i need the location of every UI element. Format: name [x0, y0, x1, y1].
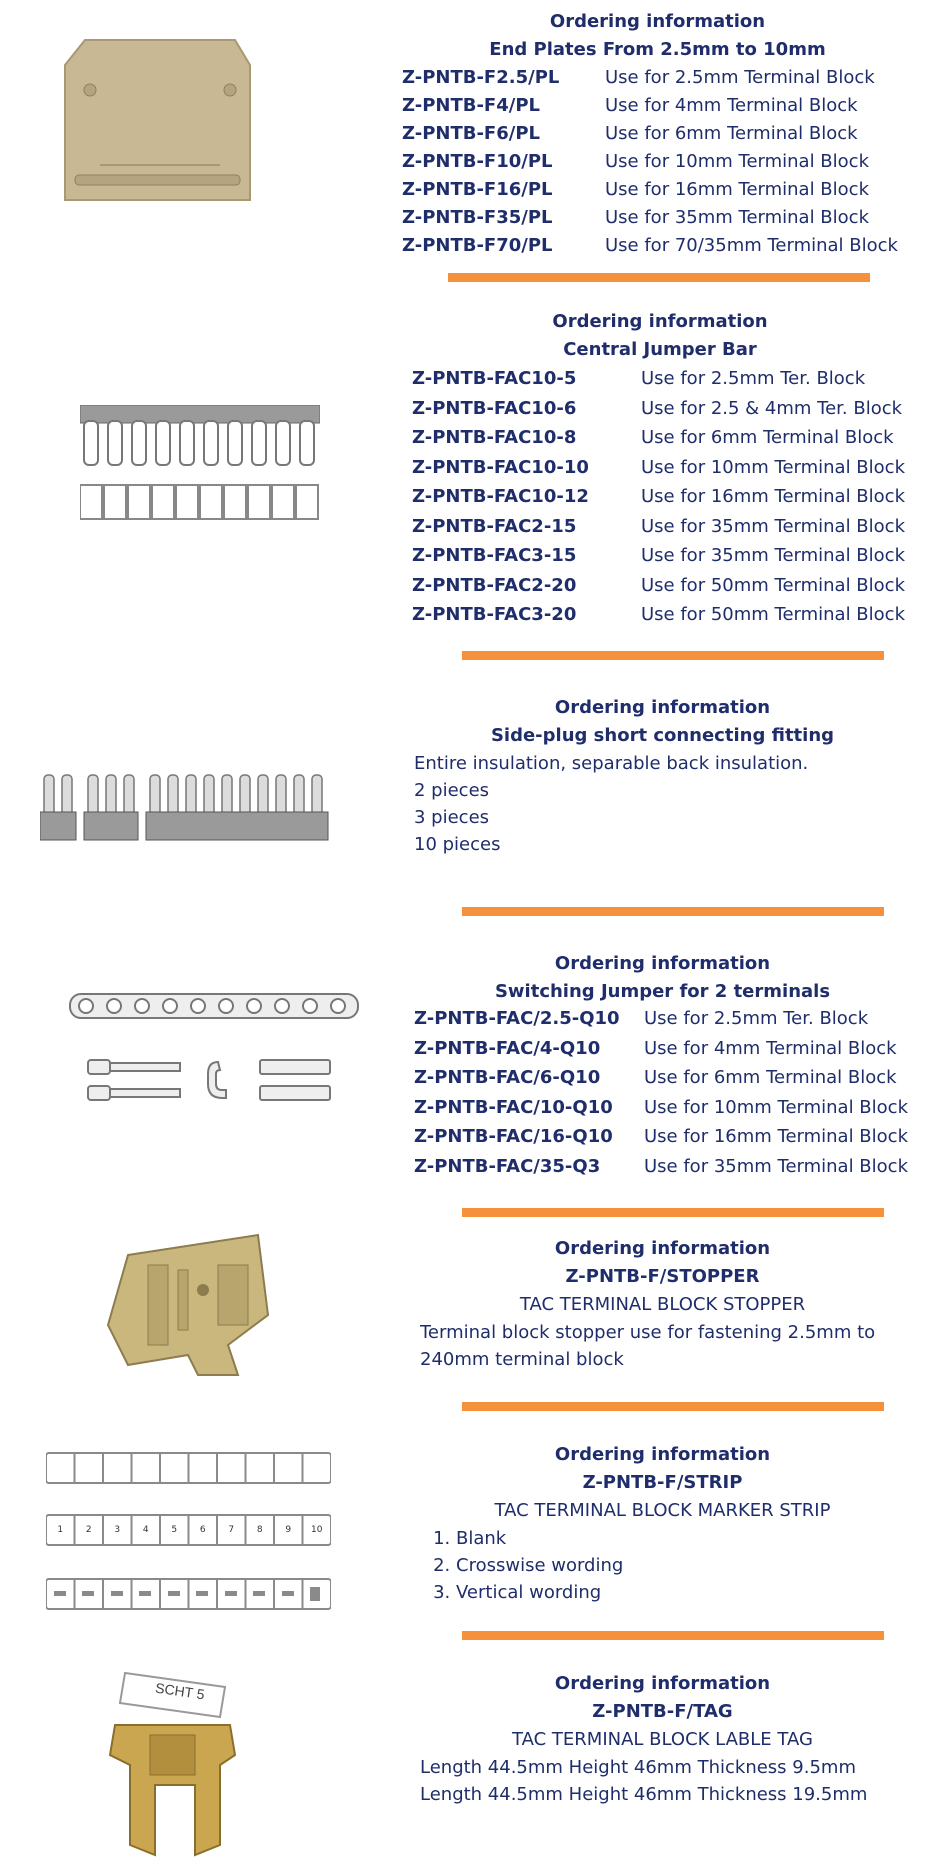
list-item — [414, 1122, 908, 1152]
section-label-tag — [0, 1650, 925, 1864]
section-subtitle: End Plates From 2.5mm to 10mm — [489, 39, 826, 60]
section-title: Ordering information — [552, 311, 768, 332]
section-side-plug — [0, 680, 925, 920]
product-description: Use for 35mm Terminal Block — [605, 207, 869, 228]
product-description: Use for 2.5mm Terminal Block — [605, 67, 875, 88]
product-code: Z-PNTB-F6/PL — [402, 123, 540, 144]
list-item — [402, 120, 898, 148]
product-code: Z-PNTB-FAC2-20 — [412, 574, 577, 596]
list-item — [412, 394, 905, 424]
divider-bar — [462, 1208, 884, 1217]
product-code: Z-PNTB-FAC/16-Q10 — [414, 1126, 613, 1147]
product-description: Use for 4mm Terminal Block — [644, 1037, 897, 1059]
marker-number: 2 — [85, 1525, 92, 1535]
marker-number: 10 — [311, 1525, 323, 1535]
section-stopper — [0, 1225, 925, 1425]
section-title: Ordering information — [554, 1238, 771, 1259]
product-description: Use for 10mm Terminal Block — [641, 456, 905, 478]
divider-bar — [448, 273, 870, 282]
list-item — [412, 512, 905, 542]
product-code: Z-PNTB-FAC10-10 — [412, 456, 589, 478]
product-code: Z-PNTB-FAC3-20 — [412, 604, 577, 625]
list-item — [412, 541, 905, 571]
product-code: Z-PNTB-F16/PL — [402, 179, 553, 200]
product-name: TAC TERMINAL BLOCK STOPPER — [519, 1294, 806, 1315]
product-description: Use for 50mm Terminal Block — [641, 574, 905, 596]
product-code: Z-PNTB-F/STRIP — [582, 1472, 743, 1493]
product-description: Use for 6mm Terminal Block — [641, 427, 894, 448]
product-code: Z-PNTB-F/STOPPER — [565, 1266, 760, 1287]
marker-number: 8 — [256, 1525, 263, 1535]
product-description: Use for 50mm Terminal Block — [641, 604, 905, 625]
product-description: Use for 10mm Terminal Block — [605, 151, 869, 172]
product-code: Z-PNTB-FAC10-6 — [412, 397, 577, 419]
product-description: Use for 16mm Terminal Block — [644, 1126, 908, 1147]
list-item — [402, 204, 898, 232]
product-description: Use for 2.5 & 4mm Ter. Block — [641, 397, 903, 419]
section-switching-jumper — [0, 940, 925, 1210]
list-item — [414, 1004, 908, 1034]
product-code: Z-PNTB-FAC/35-Q3 — [414, 1155, 601, 1177]
marker-number: 1 — [57, 1525, 64, 1535]
marker-number: 6 — [199, 1525, 206, 1535]
section-title: Ordering information — [554, 1673, 771, 1694]
list-item — [402, 148, 898, 176]
section-subtitle: Switching Jumper for 2 terminals — [494, 981, 831, 1002]
product-code: Z-PNTB-FAC2-15 — [412, 515, 577, 537]
product-code: Z-PNTB-FAC/10-Q10 — [414, 1096, 613, 1118]
product-description: Use for 35mm Terminal Block — [641, 545, 905, 566]
divider-bar — [462, 1402, 884, 1411]
product-code: Z-PNTB-FAC10-5 — [412, 368, 577, 389]
section-title: Ordering information — [554, 1444, 771, 1465]
section-marker-strip — [0, 1425, 925, 1625]
list-item — [412, 364, 905, 394]
section-subtitle: Side-plug short connecting fitting — [490, 725, 835, 746]
jumper-bar-image — [80, 405, 320, 525]
dimension-line: Length 44.5mm Height 46mm Thickness 19.5mm — [420, 1784, 868, 1805]
section-subtitle: Central Jumper Bar — [563, 339, 757, 360]
product-code: Z-PNTB-FAC10-8 — [412, 427, 577, 448]
list-item — [412, 571, 905, 601]
product-description: Use for 16mm Terminal Block — [605, 179, 869, 200]
marker-strip-image — [46, 1447, 331, 1622]
section-central-jumper-bar — [0, 300, 925, 660]
product-name: TAC TERMINAL BLOCK MARKER STRIP — [494, 1500, 831, 1521]
product-description: Use for 6mm Terminal Block — [605, 123, 858, 144]
list-item — [402, 92, 898, 120]
side-plug-image — [40, 770, 355, 845]
dimension-line: Length 44.5mm Height 46mm Thickness 9.5mm — [420, 1757, 856, 1778]
section-title: Ordering information — [554, 697, 771, 718]
list-item — [402, 64, 898, 92]
divider-bar — [462, 651, 884, 660]
list-item — [412, 482, 905, 512]
product-code: Z-PNTB-F4/PL — [402, 95, 540, 116]
stopper-image — [88, 1225, 278, 1385]
product-code: Z-PNTB-FAC/4-Q10 — [414, 1037, 601, 1059]
product-code: Z-PNTB-F35/PL — [402, 207, 553, 228]
divider-bar — [462, 907, 884, 916]
product-code: Z-PNTB-FAC/6-Q10 — [414, 1067, 601, 1088]
section-title: Ordering information — [549, 11, 766, 32]
list-item: 3. Vertical wording — [456, 1579, 623, 1606]
list-item — [412, 453, 905, 483]
product-description: Use for 2.5mm Ter. Block — [644, 1008, 869, 1029]
marker-number: 7 — [228, 1525, 235, 1535]
switching-jumper-image — [68, 990, 363, 1130]
product-name: TAC TERMINAL BLOCK LABLE TAG — [512, 1729, 813, 1750]
list-item: 2. Crosswise wording — [456, 1552, 623, 1579]
list-item — [412, 423, 905, 453]
description-line: 2 pieces — [414, 780, 490, 801]
product-description: Use for 16mm Terminal Block — [641, 486, 905, 507]
product-description: Use for 35mm Terminal Block — [644, 1155, 908, 1177]
product-description: Use for 6mm Terminal Block — [644, 1067, 897, 1088]
list-item — [412, 600, 905, 630]
list-item — [414, 1063, 908, 1093]
description-line: 3 pieces — [414, 807, 490, 828]
product-code: Z-PNTB-F/TAG — [592, 1701, 733, 1722]
list-item — [402, 176, 898, 204]
marker-number: 5 — [171, 1525, 178, 1535]
list-item — [414, 1093, 908, 1123]
product-code: Z-PNTB-FAC/2.5-Q10 — [414, 1008, 620, 1029]
list-item: 1. Blank — [456, 1525, 623, 1552]
divider-bar — [462, 1631, 884, 1640]
section-end-plates — [0, 0, 925, 290]
description-line: Entire insulation, separable back insulation. — [414, 753, 809, 774]
list-item — [414, 1034, 908, 1064]
description-line: 10 pieces — [414, 834, 501, 855]
product-description: Use for 70/35mm Terminal Block — [605, 235, 898, 256]
section-title: Ordering information — [554, 953, 771, 974]
marker-number: 3 — [114, 1525, 121, 1535]
product-description: Use for 4mm Terminal Block — [605, 95, 858, 116]
product-description: Use for 10mm Terminal Block — [644, 1096, 908, 1118]
label-tag-image — [105, 1655, 240, 1860]
product-code: Z-PNTB-FAC10-12 — [412, 486, 589, 507]
list-item — [402, 232, 898, 260]
marker-number: 9 — [285, 1525, 292, 1535]
product-description: Use for 35mm Terminal Block — [641, 515, 905, 537]
product-code: Z-PNTB-F70/PL — [402, 235, 553, 256]
product-code: Z-PNTB-F2.5/PL — [402, 67, 560, 88]
product-description: Use for 2.5mm Ter. Block — [641, 368, 866, 389]
marker-number: 4 — [142, 1525, 149, 1535]
product-code: Z-PNTB-F10/PL — [402, 151, 553, 172]
option-list — [424, 1525, 623, 1606]
list-item — [414, 1152, 908, 1182]
tag-label-text: SCHT 5 — [154, 1679, 206, 1703]
product-code: Z-PNTB-FAC3-15 — [412, 545, 577, 566]
product-description: Terminal block stopper use for fastening 2.5mm to 240mm terminal block — [420, 1322, 876, 1370]
end-plate-image — [60, 35, 255, 207]
